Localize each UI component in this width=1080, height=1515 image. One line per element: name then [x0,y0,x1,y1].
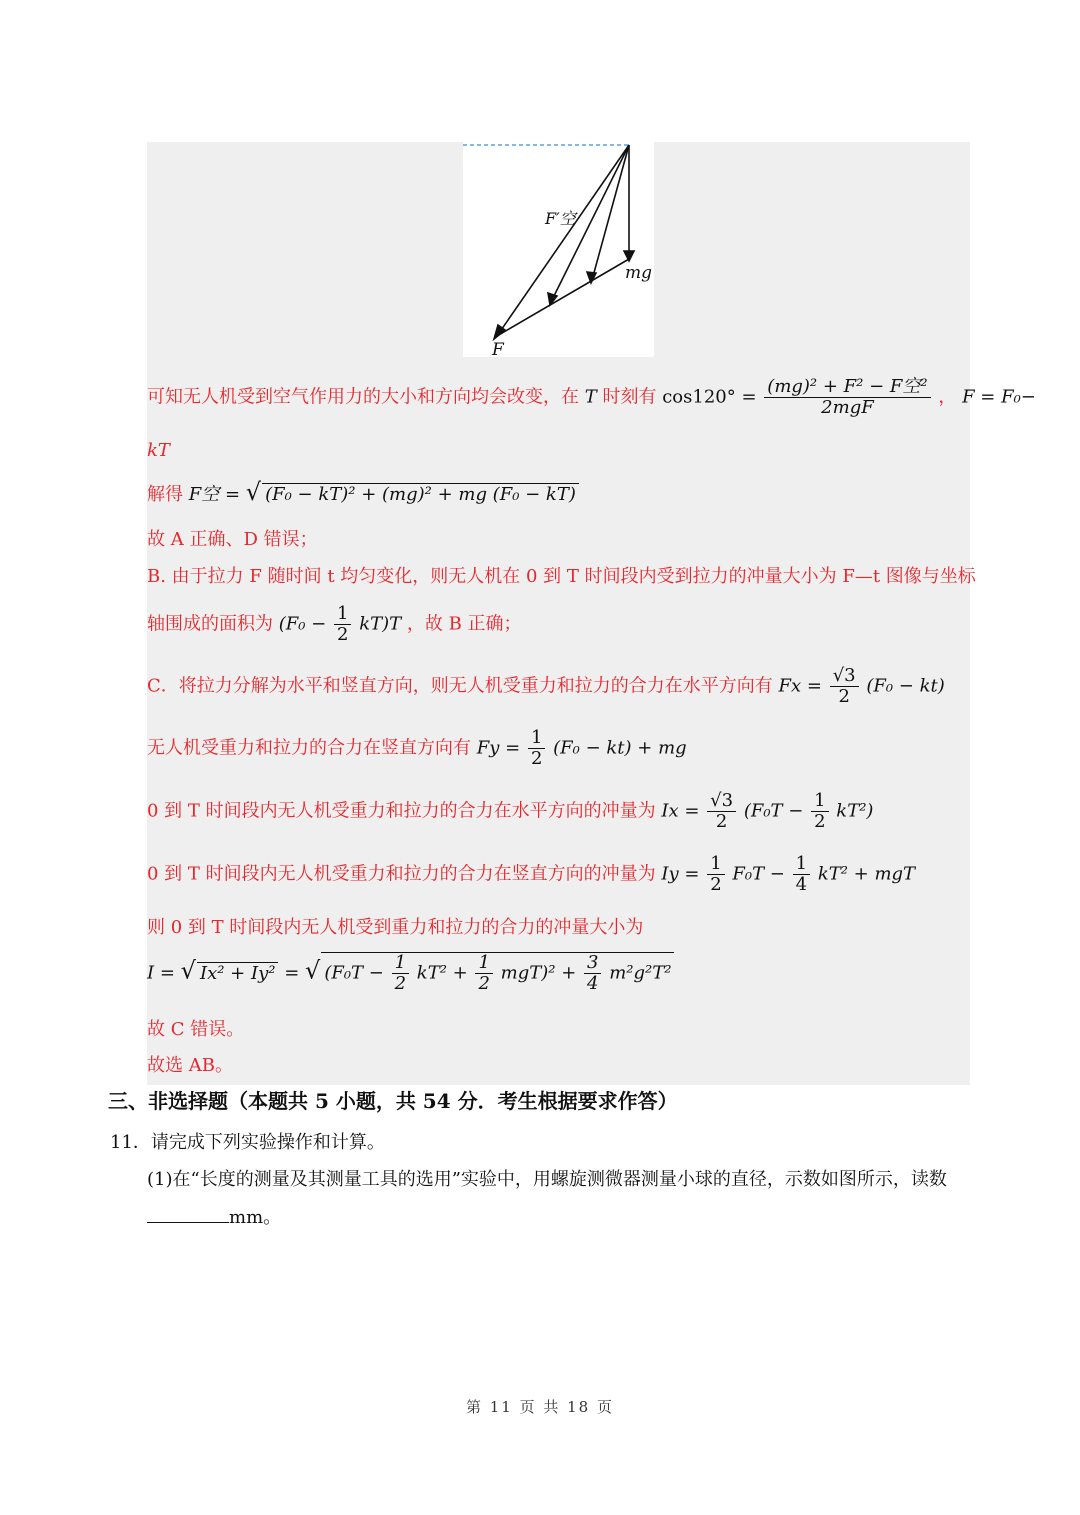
line9-mid: (F₀T − [743,800,804,822]
line7-lhs: Fx = [778,675,822,697]
line12-part-e: m²g²T² [609,962,672,984]
line12-fraction-3 [584,953,601,994]
line6-fraction [334,604,351,645]
line9-fraction-2 [811,791,828,832]
line12-lhs: I = [147,962,175,984]
line3-radicand: (F₀ − kT)² + (mg)² + mg (F₀ − kT) [262,483,579,505]
line9-rhs: kT²) [836,800,874,822]
line3-lhs: F空 = [188,484,241,505]
solution-line-1: 可知无人机受到空气作用力的大小和方向均会改变，在 T 时刻有 cos120° = $\frac{\text{(mg)² + F² − F空²}}{\text{2mgF}}$ ， F = F₀− [147,376,1036,418]
line6-right: kT)T [359,613,402,635]
f-air-vector [497,145,629,336]
answer-unit: mm。 [229,1207,282,1228]
intermediate-vector-2 [592,145,629,280]
line6-denominator: 2 [337,624,349,645]
line7-numerator: √3 [830,666,859,687]
line12-denominator-2: 2 [478,973,490,994]
line9-text: 0 到 T 时间段内无人机受重力和拉力的合力在水平方向的冲量为 [147,800,656,822]
solution-line-11: 则 0 到 T 时间段内无人机受到重力和拉力的合力的冲量大小为 [147,917,644,938]
solution-line-13: 故 C 错误。 [147,1019,245,1040]
label-f: F [492,340,504,357]
line9-denominator-2: 2 [814,811,826,832]
line7-text: C．将拉力分解为水平和竖直方向，则无人机受重力和拉力的合力在水平方向有 [147,675,773,697]
line12-numerator-3: 3 [584,953,601,974]
solution-line-14: 故选 AB。 [147,1055,233,1076]
page-footer: 第 11 页 共 18 页 [465,1398,614,1416]
solution-line-2: kT [147,440,170,461]
line12-part-a: (F₀T − [324,962,384,984]
line8-numerator: 1 [528,728,545,749]
line12-denominator-1: 2 [394,973,407,994]
line12-radicand-2 [321,952,674,994]
solution-line-6 [147,604,522,645]
line12-equals: = [284,962,300,984]
solution-line-9 [147,791,873,832]
line7-denominator: 2 [838,686,850,707]
line12-fraction-2 [475,953,492,994]
solution-line-10 [147,854,915,895]
answer-blank[interactable] [147,1206,229,1223]
line10-rhs: kT² + mgT [817,863,916,885]
line12-numerator-2: 1 [475,953,492,974]
solution-line-12: I = √ Ix² + Iy² = √ (F₀T − $\frac{1}{2}$ kT² + $\frac{1}{2}$ mgT)² + $\frac{3}{4}$ m²g²T² [147,952,674,994]
line9-fraction-1 [707,791,736,832]
line12-numerator-1: 1 [392,953,409,974]
line9-numerator-2: 1 [811,791,828,812]
label-f-air: F′空 [545,209,576,228]
line7-rhs: (F₀ − kt) [866,675,945,697]
line1-denominator: 2mgF [821,397,874,418]
line1-T: T [584,386,597,408]
line10-text: 0 到 T 时间段内无人机受重力和拉力的合力在竖直方向的冲量为 [147,863,656,885]
line1-cos: cos120° [662,386,736,408]
line10-numerator-2: 1 [793,854,810,875]
label-mg: mg [625,263,653,283]
line12-part-b: kT² + [416,962,468,984]
line9-denominator-1: 2 [715,811,728,832]
solution-line-4: 故 A 正确、D 错误； [147,529,318,550]
line6-text: 轴围成的面积为 [147,613,273,635]
line10-numerator-1: 1 [707,854,724,875]
section-heading: 三、非选择题（本题共 5 小题，共 54 分．考生根据要求作答） [108,1089,678,1113]
line6-tail: ，故 B 正确； [406,613,522,635]
f-vector [497,259,629,336]
line8-lhs: Fy = [476,737,521,759]
line9-lhs: Ix = [661,800,700,822]
answer-blank-line [147,1203,281,1229]
line8-fraction [528,728,545,769]
line10-fraction-1 [707,854,724,895]
force-diagram [463,142,654,357]
line3-text: 解得 [147,484,183,505]
line12-part-c: mgT)² + [500,962,577,984]
line1-fraction [764,377,930,418]
line10-mid: F₀T − [732,863,785,885]
line1-numerator: (mg)² + F² − F空² [764,377,930,398]
line1-comma: ， [938,386,957,408]
line1-text2: 时刻有 [602,386,657,408]
solution-line-5: B. 由于拉力 F 随时间 t 均匀变化，则无人机在 0 到 T 时间段内受到拉力的冲量大小为 F—t 图像与坐标 [147,566,976,587]
line1-F: F = F₀− [962,386,1036,408]
solution-line-3: 解得 F空 = √ (F₀ − kT)² + (mg)² + mg (F₀ − kT) [147,478,579,506]
line6-left: (F₀ − [278,613,327,635]
line12-radicand-1: Ix² + Iy² [197,962,279,984]
line6-numerator: 1 [334,604,351,625]
line10-denominator-1: 2 [710,874,722,895]
line7-fraction [830,666,859,707]
line8-text: 无人机受重力和拉力的合力在竖直方向有 [147,737,471,759]
force-triangle-svg [463,142,654,357]
line10-fraction-2 [793,854,810,895]
line10-lhs: Iy = [661,863,700,885]
question-11-part-1: (1)在“长度的测量及其测量工具的选用”实验中，用螺旋测微器测量小球的直径，示数如图所示，读数 [147,1169,947,1190]
line10-denominator-2: 4 [795,874,808,895]
line1-text: 可知无人机受到空气作用力的大小和方向均会改变，在 [147,386,579,408]
line8-rhs: (F₀ − kt) + mg [553,737,687,759]
solution-line-7 [147,666,945,707]
question-11: 11．请完成下列实验操作和计算。 [110,1132,385,1153]
line8-denominator: 2 [530,748,543,769]
line12-fraction-1 [392,953,409,994]
line9-numerator-1: √3 [707,791,736,812]
line12-denominator-3: 4 [587,973,599,994]
solution-line-8 [147,728,687,769]
